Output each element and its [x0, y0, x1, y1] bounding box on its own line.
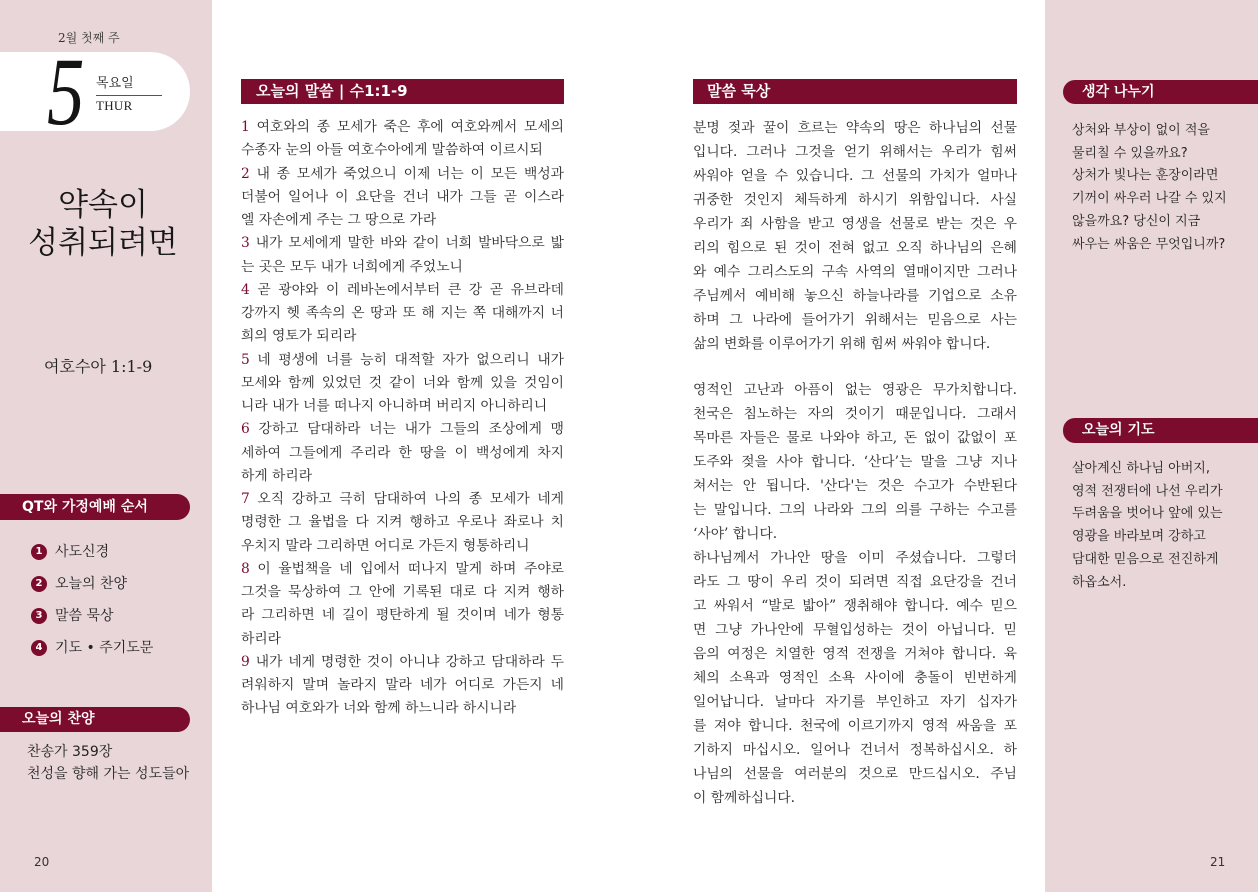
verse-text: 오직 강하고 극히 담대하여 나의 종 모세가 네게: [257, 491, 564, 507]
meditation-line: 주님께서 예비해 놓으신 하늘나라를 기업으로 소유: [693, 288, 1017, 304]
scripture-column: [241, 79, 564, 721]
verse-text: 엘 자손에게 주는 그 땅으로 가라: [241, 212, 437, 228]
meditation-line: 도주와 젖을 사야 합니다. ‘산다’는 말을 그냥 지나: [693, 454, 1017, 470]
meditation-paragraph: [693, 378, 1017, 546]
meditation-line: 를 져야 합니다. 천국에 이르기까지 영적 싸움을 포: [693, 718, 1017, 734]
order-item: [31, 542, 109, 562]
verse-text: 모세와 함께 있었던 것 같이 너와 함께 있을 것임이: [241, 374, 564, 391]
weekday-divider: [96, 95, 162, 96]
verse-number: 2: [241, 165, 250, 182]
weekday: [96, 75, 162, 115]
page-number-right: 21: [1210, 855, 1226, 869]
passage-reference: 여호수아 1:1-9: [44, 357, 153, 376]
sharing-line: 않을까요? 당신이 지금: [1072, 213, 1201, 229]
scripture-line: [241, 581, 564, 604]
verse-number: 6: [241, 421, 250, 438]
scripture-line: [241, 697, 564, 720]
title-line: 약속이: [58, 187, 148, 223]
order-item: [31, 606, 114, 626]
meditation-line: 는 말입니다. 그의 나라와 그의 의를 구하는 수고를: [693, 502, 1017, 518]
scripture-line: [241, 604, 564, 627]
meditation-body: [693, 116, 1017, 810]
meditation-line: 체의 소욕과 영적인 소욕 사이에 충돌이 빈번하게: [693, 670, 1017, 686]
weekday-english: THUR: [96, 98, 133, 113]
meditation-line: 면 그냥 가나안에 무혈입성하는 것이 아닙니다. 믿: [693, 622, 1017, 638]
hymn-number: 찬송가 359장: [27, 744, 113, 760]
sharing-line: 상처가 빛나는 훈장이라면: [1072, 168, 1219, 184]
scripture-line: [241, 325, 564, 348]
verse-text: 곧 광야와 이 레바논에서부터 큰 강 곧 유브라데: [257, 281, 564, 298]
sharing-heading: 생각 나누기: [1063, 80, 1258, 104]
verse-text: 더불어 일어나 이 요단을 건너 내가 그들 곧 이스라: [241, 188, 564, 205]
order-item: [31, 574, 127, 594]
scripture-line: [241, 163, 564, 186]
sharing-line: 물리칠 수 있을까요?: [1072, 145, 1188, 161]
verse-text: 하리라: [241, 630, 281, 647]
scripture-line: [241, 674, 564, 697]
week-label: 2월 첫째 주: [58, 31, 120, 45]
number-circle-icon: 4: [31, 640, 47, 656]
meditation-line: 쳐서는 안 됩니다. '산다'는 것은 수고가 수반된다: [693, 478, 1017, 494]
scripture-line: [241, 442, 564, 465]
meditation-line: 음의 여정은 치열한 영적 전쟁을 거쳐야 합니다. 육: [693, 646, 1017, 662]
hymn-title: 천성을 향해 가는 성도들아: [27, 766, 190, 782]
verse-text: 려워하지 말며 놀라지 말라 네가 어디로 가든지 네: [241, 677, 564, 693]
meditation-line: 나님의 선물을 여러분의 것으로 만드십시오. 주님: [693, 766, 1017, 782]
meditation-line: 고 싸워서 “발로 밟아” 쟁취해야 합니다. 예수 믿으: [693, 598, 1017, 614]
prayer-heading: 오늘의 기도: [1063, 418, 1258, 443]
hymn-info: [27, 741, 189, 785]
verse-number: 9: [241, 653, 250, 670]
scripture-line: [241, 558, 564, 581]
prayer-line: 두려움을 벗어나 앞에 있는: [1072, 506, 1223, 522]
order-item: [31, 638, 153, 658]
meditation-line: 우리가 죄 사함을 받고 영생을 선물로 받는 것은 우: [693, 216, 1017, 232]
verse-number: 7: [241, 491, 250, 507]
meditation-heading: 말씀 묵상: [693, 79, 1017, 104]
day-number: 5: [47, 38, 85, 145]
hymn-section-heading: 오늘의 찬양: [0, 707, 190, 732]
verse-text: 내가 네게 명령한 것이 아니냐 강하고 담대하라 두: [255, 653, 564, 670]
meditation-paragraph: [693, 116, 1017, 356]
meditation-line: 라도 그 땅이 우리 것이 되려면 직접 요단강을 건너: [693, 574, 1017, 590]
page-title: [0, 186, 206, 262]
order-item-label: 기도 • 주기도문: [55, 640, 154, 656]
order-item-label: 말씀 묵상: [55, 608, 114, 624]
meditation-line: 분명 젖과 꿀이 흐르는 약속의 땅은 하나님의 선물: [693, 120, 1017, 136]
scripture-line: [241, 372, 564, 395]
verse-text: 하나님 여호와가 너와 함께 하느니라 하시니라: [241, 700, 517, 717]
scripture-body: [241, 116, 564, 721]
sharing-line: 싸우는 싸움은 무엇입니까?: [1072, 236, 1226, 252]
scripture-line: [241, 418, 564, 441]
scripture-line: [241, 651, 564, 674]
scripture-line: [241, 279, 564, 302]
order-section-heading: QT와 가정예배 순서: [0, 494, 190, 520]
verse-text: 내가 모세에게 말한 바와 같이 너희 발바닥으로 밟: [255, 235, 564, 252]
scripture-line: [241, 232, 564, 255]
verse-number: 3: [241, 235, 250, 252]
scripture-line: [241, 186, 564, 209]
verse-number: 5: [241, 351, 250, 368]
meditation-line: 와 예수 그리스도의 구속 사역의 열매이지만 그러나: [693, 264, 1017, 280]
number-circle-icon: 2: [31, 576, 47, 592]
order-item-label: 사도신경: [55, 544, 110, 560]
scripture-line: [241, 488, 564, 511]
title-line: 성취되려면: [28, 225, 178, 261]
prayer-line: 살아계신 하나님 아버지,: [1072, 461, 1210, 476]
verse-number: 4: [241, 281, 250, 298]
scripture-line: [241, 395, 564, 418]
scripture-heading: 오늘의 말씀 | 수1:1-9: [241, 79, 564, 104]
meditation-line: 일어납니다. 날마다 자기를 부인하고 자기 십자가: [693, 694, 1017, 710]
meditation-line: ‘사야’ 합니다.: [693, 526, 778, 542]
scripture-line: [241, 511, 564, 534]
order-item-label: 오늘의 찬양: [55, 576, 128, 592]
verse-text: 강까지 헷 족속의 온 땅과 또 해 지는 쪽 대해까지 너: [241, 305, 564, 321]
prayer-line: 영적 전쟁터에 나선 우리가: [1072, 483, 1223, 499]
scripture-line: [241, 139, 564, 162]
left-sidebar: [0, 0, 212, 892]
verse-text: 하게 하리라: [241, 467, 313, 484]
verse-number: 1: [241, 119, 250, 135]
verse-text: 내 종 모세가 죽었으니 이제 너는 이 모든 백성과: [256, 165, 564, 182]
verse-number: 8: [241, 560, 250, 577]
scripture-line: [241, 302, 564, 325]
scripture-line: [241, 256, 564, 279]
prayer-line: 영광을 바라보며 강하고: [1072, 529, 1206, 545]
meditation-line: 입니다. 그러나 그것을 얻기 위해서는 우리가 힘써: [693, 144, 1017, 160]
meditation-line: 하나님께서 가나안 땅을 이미 주셨습니다. 그렇더: [693, 550, 1017, 566]
verse-text: 우치지 말라 그리하면 어디로 가든지 형통하리니: [241, 537, 530, 554]
meditation-column: [693, 79, 1017, 810]
prayer-line: 하옵소서.: [1072, 574, 1127, 590]
number-circle-icon: 1: [31, 544, 47, 560]
scripture-line: [241, 349, 564, 372]
meditation-line: 싸워야 얻을 수 있습니다. 그 선물의 가치가 얼마나: [693, 168, 1017, 184]
verse-text: 그것을 묵상하여 그 안에 기록된 대로 다 지켜 행하: [241, 584, 564, 600]
prayer-line: 담대한 믿음으로 전진하게: [1072, 551, 1219, 567]
meditation-paragraph: [693, 546, 1017, 810]
weekday-korean: 목요일: [96, 76, 134, 91]
scripture-line: [241, 209, 564, 232]
sharing-line: 기꺼이 싸우러 나갈 수 있지: [1072, 191, 1227, 207]
verse-text: 희의 영토가 되리라: [241, 328, 357, 345]
scripture-line: [241, 116, 564, 139]
prayer-text: [1072, 458, 1223, 594]
verse-text: 니라 내가 너를 떠나지 아니하며 버리지 아니하리니: [241, 398, 548, 414]
verse-text: 명령한 그 율법을 다 지켜 행하고 우로나 좌로나 치: [241, 514, 564, 531]
meditation-line: 삶의 변화를 이루어가기 위해 힘써 싸워야 합니다.: [693, 336, 991, 352]
right-sidebar: [1045, 0, 1258, 892]
verse-text: 여호와의 종 모세가 죽은 후에 여호와께서 모세의: [256, 119, 564, 135]
sharing-line: 상처와 부상이 없이 적을: [1072, 123, 1210, 138]
meditation-line: 목마른 자들은 물로 나와야 하고, 돈 없이 값없이 포: [693, 430, 1017, 446]
verse-text: 는 곳은 모두 내가 너희에게 주었노니: [241, 258, 463, 275]
verse-text: 세하여 그들에게 주리라 한 땅을 이 백성에게 차지: [241, 444, 564, 461]
page-number-left: 20: [34, 855, 50, 869]
number-circle-icon: 3: [31, 608, 47, 624]
verse-text: 라 그리하면 네 길이 평탄하게 될 것이며 네가 형통: [241, 607, 564, 624]
scripture-line: [241, 535, 564, 558]
meditation-line: 기하지 마십시오. 일어나 건너서 정복하십시오. 하: [693, 742, 1017, 758]
scripture-line: [241, 628, 564, 651]
meditation-line: 귀중한 것인지 체득하게 하시기 위함입니다. 사실: [693, 192, 1017, 208]
verse-text: 수종자 눈의 아들 여호수아에게 말씀하여 이르시되: [241, 142, 543, 159]
meditation-line: 리의 힘으로 된 것이 전혀 없고 오직 하나님의 은혜: [693, 240, 1017, 256]
scripture-line: [241, 465, 564, 488]
verse-text: 강하고 담대하라 너는 내가 그들의 조상에게 맹: [258, 421, 564, 438]
meditation-line: 영적인 고난과 아픔이 없는 영광은 무가치합니다.: [693, 382, 1017, 398]
verse-text: 이 율법책을 네 입에서 떠나지 말게 하며 주야로: [257, 560, 564, 577]
sharing-text: [1072, 120, 1227, 256]
meditation-line: 천국은 침노하는 자의 것이기 때문입니다. 그래서: [693, 406, 1017, 422]
meditation-line: 하며 그 나라에 들어가기 위해서는 믿음으로 사는: [693, 312, 1017, 328]
verse-text: 네 평생에 너를 능히 대적할 자가 없으리니 내가: [257, 351, 564, 368]
meditation-line: 이 함께하십니다.: [693, 790, 796, 806]
